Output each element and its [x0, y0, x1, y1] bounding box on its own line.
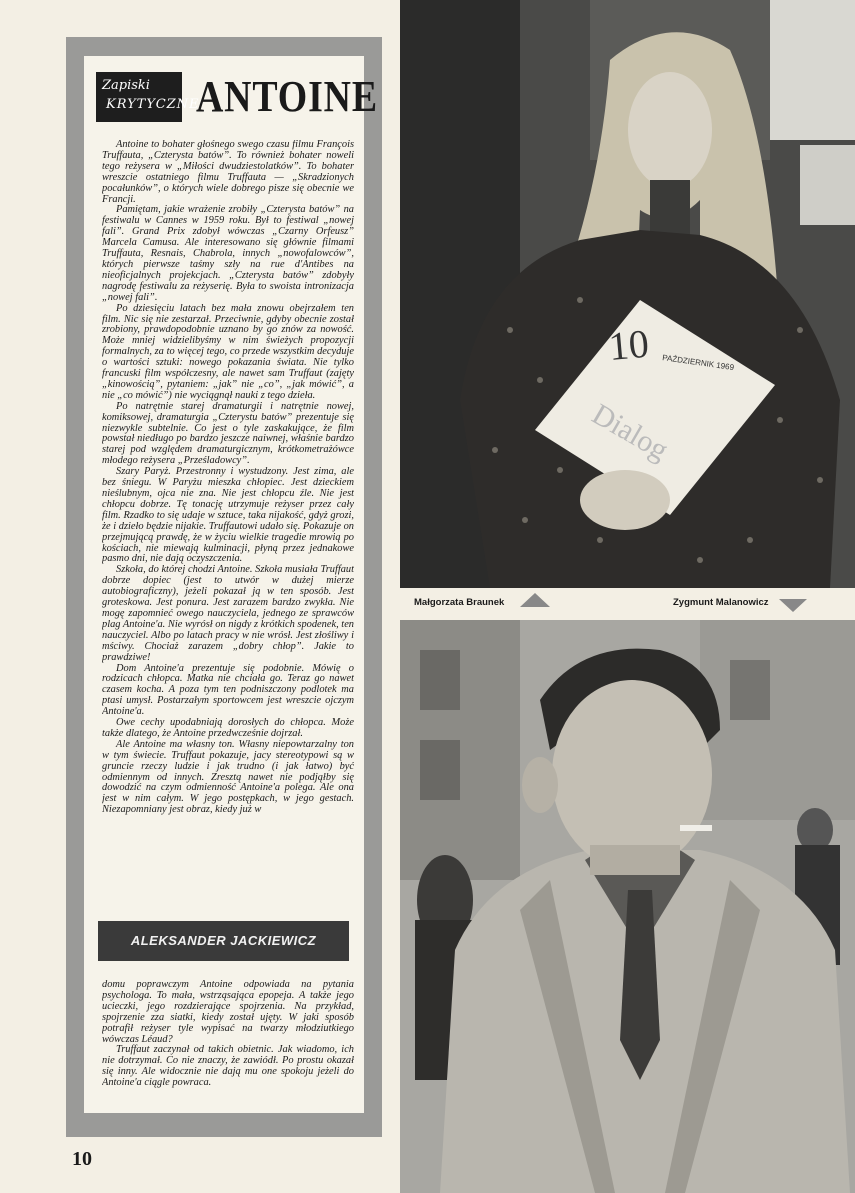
- article-title: ANTOINE: [196, 72, 378, 121]
- rubric-badge: [96, 72, 200, 122]
- photo-woman-illustration: [400, 0, 855, 588]
- paragraph: Szkoła, do której chodzi Antoine. Szkoła musiała Truffaut dobrze dopiec (jest to utwór w dużej mierze autobiograficzny), jeżeli pokazał ją w ten sposób. Jest groteskowa. Jest ponura. Jest zarazem bardzo zwykła. Nie mogę zapomnieć owego nauczyciela, jednego ze sprawców plag Antoine'a. Nie wyrósł on nigdy z krótkich spodenek, ten nauczyciel. Albo po latach pracy w nie wrósł. Jest złośliwy i mściwy. Chociaż zarazem „dobry chłop”. Jakie to prawdziwe!: [102, 564, 354, 663]
- caption-left: Małgorzata Braunek: [414, 597, 505, 608]
- rubric-line-1: Zapiski: [102, 78, 150, 93]
- paragraph: Ale Antoine ma własny ton. Własny niepowtarzalny ton w tym świecie. Truffaut pokazuje, jacy stereotypowi są w gruncie rzeczy ludzie i jak trudno (i jak łatwo) być odmiennym od innych. Zresztą nawet nie podjąłby się dowodzić na czym odmienność Antoine'a polega. Ale ona jest w nim całym. W jego postępkach, w jego gestach. Niezapomniany jest obraz, kiedy już w: [102, 738, 354, 816]
- photo-woman: [400, 0, 855, 588]
- paragraph: Owe cechy upodabniają dorosłych do chłopca. Może także dlatego, że Antoine przedwcześnie dojrzał.: [102, 717, 354, 739]
- magazine-month: PAŹDZIERNIK 1969: [661, 353, 735, 373]
- article-header: [96, 70, 378, 126]
- paragraph: Pamiętam, jakie wrażenie zrobiły „Czterysta batów” na festiwalu w Cannes w 1959 roku. Był to festiwal „nowej fali”. Grand Prix zdobył wówczas „Czarny Orfeusz” Marcela Camusa. Ale interesowano się głównie filmami Truffauta, Resnais, Chabrola, innych „nowofalowców”, których pierwsze taśmy szły na rue d'Antibes na nieoficjalnych projekcjach. „Czterysta batów” zdobyły nagrodę festiwalu za reżyserię. Była to swoista intronizacja „nowej fali”.: [102, 204, 354, 303]
- author-byline: ALEKSANDER JACKIEWICZ: [98, 921, 349, 961]
- photo-man: [400, 620, 855, 1193]
- page-number: 10: [72, 1148, 92, 1170]
- caption-right: Zygmunt Malanowicz: [673, 597, 769, 608]
- article-continuation: [102, 980, 354, 1112]
- paragraph: Szary Paryż. Przestronny i wystudzony. Jest zima, ale bez śniegu. W Paryżu mieszka chłopiec. Jest dzieckiem nieślubnym, ojca nie zna. Nie jest chłopcu źle. Nie jest chłopcu dobrze. Tę tonację utrzymuje reżyser przez cały film. Rzadko to się udaje w sztuce, taka nijakość, gdyż grozi, że i dzieło będzie nijakie. Truffautowi udało się. Pokazuje on przejmującą prawdę, że w życiu wielkie tragedie mrowią po kościach, nie miewają kulminacji, płyną przez jednakowe pasmo dni, nie dają oczyszczenia.: [102, 466, 354, 565]
- paragraph: Po dziesięciu latach bez mała znowu obejrzałem ten film. Nic się nie zestarzał. Przeciwnie, gdyby obecnie został zrobiony, prawdopodobnie uznano by go znów za nowość. Może mniej widzielibyśmy w nim świeżych propozycji formalnych, za to więcej tego, co przede wszystkim decyduje o wartości sztuki: nowego pokazania świata. Nie tylko francuski film współczesny, ale nawet sam Truffaut (zajęty „kinowością”, pytaniem: „jak” nie „co”, „jak mówić”, a nie „co mówić”) nie wyciągnął nauki z tego dzieła.: [102, 302, 354, 401]
- arrow-up-icon: [520, 593, 550, 607]
- rubric-line-2: KRYTYCZNE: [106, 97, 200, 112]
- paragraph: Antoine to bohater głośnego swego czasu filmu François Truffauta, „Czterysta batów”. To również bohater noweli tego reżysera w „Miłości dwudziestolatków”. To bohater wreszcie ostatniego filmu Truffauta — „Skradzionych pocałunków”, o których wiele dobrego pisze się obecnie we Francji.: [102, 140, 354, 205]
- paragraph: domu poprawczym Antoine odpowiada na pytania psychologa. To mała, wstrząsająca epopeja. A także jego ucieczki, jego rozdzierające spojrzenia. Na przykład, spojrzenie zza siatki, kiedy został ujęty. W jaki sposób potrafił reżyser tyle wypisać na twarzy młodziutkiego wówczas Léaud?: [102, 980, 354, 1045]
- photo-man-illustration: [400, 620, 855, 1193]
- paragraph: Truffaut zaczynał od takich obietnic. Jak wiadomo, ich nie dotrzymał. Co nie znaczy, że zawiódł. Po prostu okazał się inny. Ale widocznie nie dają mu one spokoju jeżeli do Antoine'a ciągle powraca.: [102, 1044, 354, 1089]
- paragraph: Po natrętnie starej dramaturgii i natrętnie nowej, komiksowej, dramaturgia „Czterystu batów” prezentuje się niezwykle subtelnie. Co jest o tyle zaskakujące, że film powstał niedługo po bardzo jeszcze naiwnej, właśnie bardzo starej pod względem dramaturgicznym, krótkometrażówce młodego reżysera „Prześladowcy”.: [102, 400, 354, 467]
- article-body: [102, 140, 354, 932]
- paragraph: Dom Antoine'a prezentuje się podobnie. Mówię o rodzicach chłopca. Matka nie chciała go. Teraz go nawet czasem kocha. A poza tym ten podniszczony podlotek ma ptasi umysł. Postarzałym sportowcem jest wreszcie ojczym Antoine'a.: [102, 662, 354, 718]
- magazine-number: 10: [606, 320, 651, 369]
- arrow-down-icon: [779, 599, 807, 612]
- magazine-title: Dialog: [586, 397, 674, 467]
